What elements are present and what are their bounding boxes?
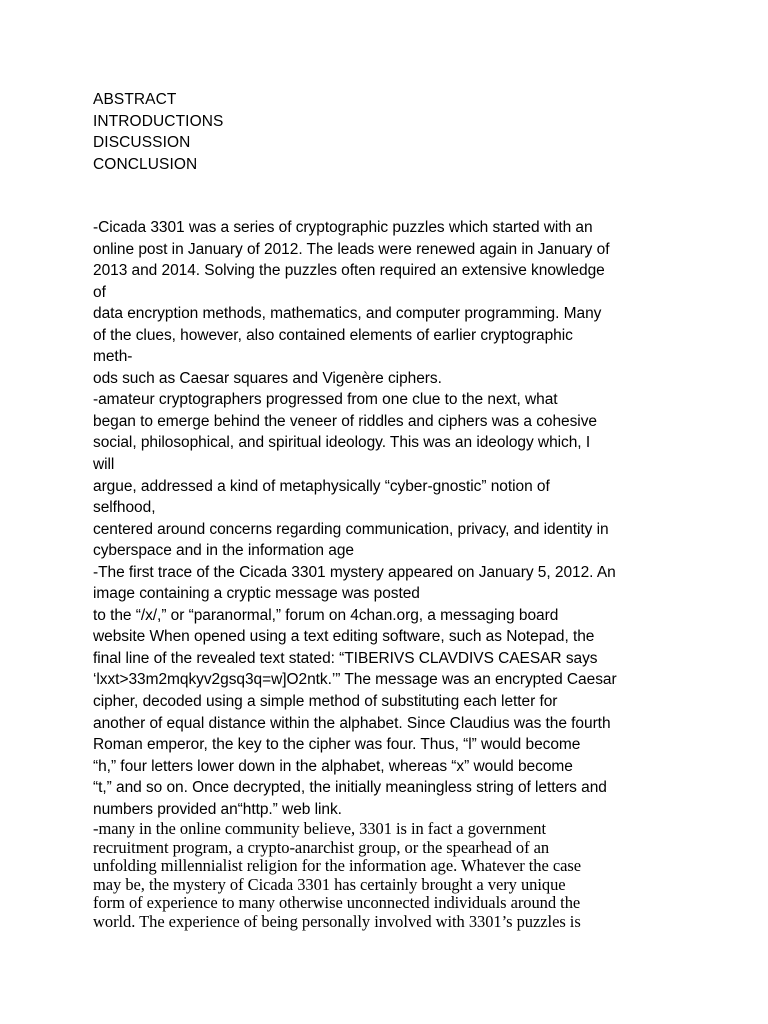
body-text — [93, 217, 693, 820]
body-line: cipher, decoded using a simple method of substituting each letter for — [93, 693, 558, 711]
body-line: ‘lxxt>33m2mqkyv2gsq3q=w]O2ntk.’” The message was an encrypted Caesar — [93, 671, 617, 689]
body-line: will — [93, 456, 115, 474]
heading-abstract: ABSTRACT — [93, 91, 177, 108]
body-line: data encryption methods, mathematics, and computer programming. Many — [93, 305, 602, 323]
body-line: 2013 and 2014. Solving the puzzles often required an extensive knowledge — [93, 262, 605, 280]
heading-introductions: INTRODUCTIONS — [93, 112, 224, 130]
body-line: online post in January of 2012. The leads were renewed again in January of — [93, 240, 610, 258]
body-line: recruitment program, a crypto-anarchist group, or the spearhead of an — [93, 837, 550, 857]
body-line: cyberspace and in the information age — [93, 542, 354, 560]
body-line: argue, addressed a kind of metaphysically “cyber-gnostic” notion of — [93, 477, 550, 495]
body-line: “h,” four letters lower down in the alphabet, whereas “x” would become — [93, 757, 573, 775]
body-line: -amateur cryptographers progressed from one clue to the next, what — [93, 391, 558, 409]
body-line: of the clues, however, also contained elements of earlier cryptographic — [93, 326, 573, 344]
body-line: began to emerge behind the veneer of riddles and ciphers was a cohesive — [93, 412, 597, 430]
body-line: -Cicada 3301 was a series of cryptographic puzzles which started with an — [93, 219, 593, 236]
body-line: another of equal distance within the alphabet. Since Claudius was the fourth — [93, 714, 611, 732]
heading-conclusion: CONCLUSION — [93, 155, 198, 173]
body-line: image containing a cryptic message was posted — [93, 585, 420, 603]
body-line: numbers provided an“http.” web link. — [93, 800, 342, 818]
body-line: unfolding millennialist religion for the information age. Whatever the case — [93, 856, 582, 875]
body-line: “t,” and so on. Once decrypted, the initially meaningless string of letters and — [93, 779, 607, 797]
body-line: form of experience to many otherwise unconnected individuals around the — [93, 893, 581, 912]
section-headings — [93, 89, 223, 175]
body-text-serif — [93, 820, 693, 931]
body-line: Roman emperor, the key to the cipher was four. Thus, “l” would become — [93, 736, 581, 754]
body-line: may be, the mystery of Cicada 3301 has certainly brought a very unique — [93, 874, 566, 894]
body-line: of — [93, 283, 106, 301]
body-line: world. The experience of being personally involved with 3301’s puzzles is — [93, 911, 581, 931]
body-line: -many in the online community believe, 3301 is in fact a government — [93, 819, 547, 838]
body-line: selfhood, — [93, 499, 156, 517]
body-line: final line of the revealed text stated: “TIBERIVS CLAVDIVS CAESAR says — [93, 649, 598, 667]
body-line: meth- — [93, 348, 133, 366]
body-line: centered around concerns regarding communication, privacy, and identity in — [93, 520, 609, 538]
heading-discussion: DISCUSSION — [93, 134, 191, 151]
body-line: ods such as Caesar squares and Vigenère ciphers. — [93, 369, 442, 387]
body-line: website When opened using a text editing software, such as Notepad, the — [93, 628, 595, 646]
body-line: social, philosophical, and spiritual ideology. This was an ideology which, I — [93, 434, 591, 452]
body-line: -The first trace of the Cicada 3301 mystery appeared on January 5, 2012. An — [93, 563, 616, 581]
body-line: to the “/x/,” or “paranormal,” forum on 4chan.org, a messaging board — [93, 606, 559, 624]
